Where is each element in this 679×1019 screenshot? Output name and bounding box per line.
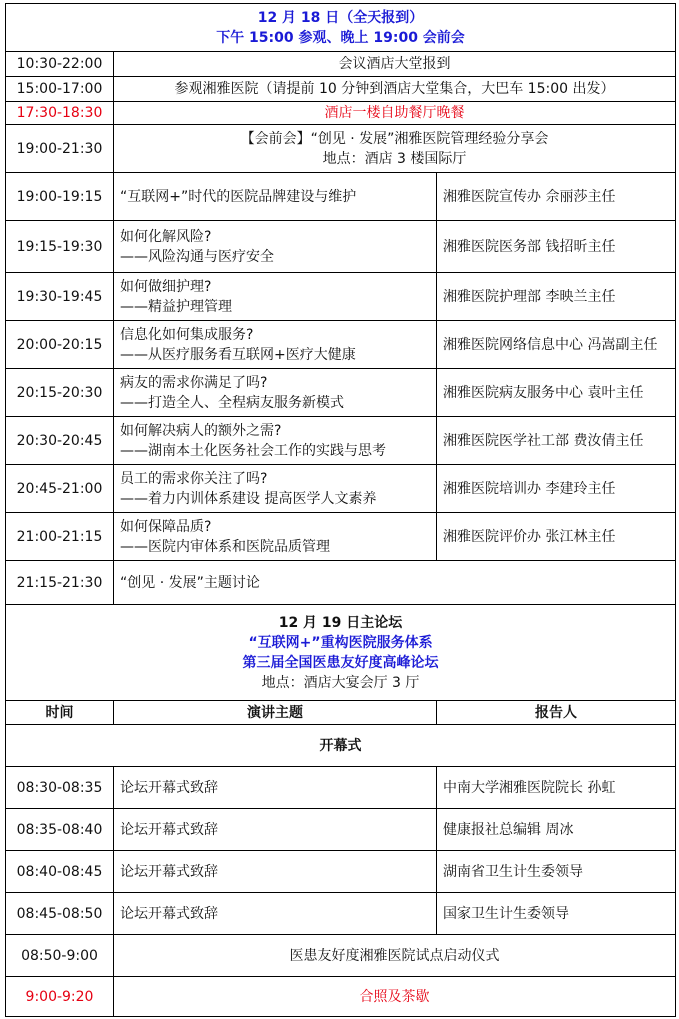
row-content: 会议酒店大堂报到	[114, 52, 676, 77]
launch-content: 医患友好度湘雅医院试点启动仪式	[114, 935, 676, 977]
talk-time: 19:30-19:45	[6, 273, 114, 321]
talk-row	[6, 851, 676, 893]
talk-row	[6, 809, 676, 851]
talk-row	[6, 767, 676, 809]
header-topic: 演讲主题	[114, 701, 437, 725]
day1-sub-line: 下午 15:00 参观、晚上 19:00 会前会	[216, 29, 465, 46]
talk-subtopic: ——着力内训体系建设 提高医学人文素养	[120, 490, 377, 507]
discussion-content: “创见 · 发展”主题讨论	[114, 561, 676, 605]
column-headers	[6, 701, 676, 725]
header-speaker: 报告人	[437, 701, 676, 725]
talk-time: 08:40-08:45	[6, 851, 114, 893]
talk-subtopic: ——湖南本土化医务社会工作的实践与思考	[120, 442, 386, 459]
talk-time: 08:45-08:50	[6, 893, 114, 935]
talk-time: 19:00-19:15	[6, 173, 114, 221]
launch-time: 08:50-9:00	[6, 935, 114, 977]
talk-row	[6, 273, 676, 321]
break-row	[6, 977, 676, 1017]
talk-time: 08:30-08:35	[6, 767, 114, 809]
talk-topic: 员工的需求你关注了吗?	[120, 470, 268, 487]
row-time: 17:30-18:30	[6, 102, 114, 125]
day2-location: 地点：酒店大宴会厅 3 厅	[261, 674, 420, 691]
talk-topic: 论坛开幕式致辞	[114, 893, 437, 935]
talk-topic: 如何解决病人的额外之需?	[120, 422, 282, 439]
talk-speaker: 健康报社总编辑 周冰	[437, 809, 676, 851]
talk-time: 08:35-08:40	[6, 809, 114, 851]
talk-topic: 论坛开幕式致辞	[114, 851, 437, 893]
talk-row	[6, 369, 676, 417]
launch-row	[6, 935, 676, 977]
break-time: 9:00-9:20	[6, 977, 114, 1017]
table-row	[6, 52, 676, 77]
break-content: 合照及茶歇	[114, 977, 676, 1017]
talk-speaker: 湘雅医院病友服务中心 袁叶主任	[437, 369, 676, 417]
talk-topic: 如何保障品质?	[120, 518, 212, 535]
row-content: 参观湘雅医院（请提前 10 分钟到酒店大堂集合，大巴车 15:00 出发）	[114, 77, 676, 102]
schedule-table	[5, 3, 676, 1017]
day2-date-line: 12 月 19 日主论坛	[278, 614, 403, 631]
talk-row	[6, 173, 676, 221]
table-row-dinner	[6, 102, 676, 125]
day2-title2: 第三届全国医患友好度高峰论坛	[242, 654, 439, 671]
talk-speaker: 湘雅医院护理部 李映兰主任	[437, 273, 676, 321]
preconference-title: 【会前会】“创见 · 发展”湘雅医院管理经验分享会	[240, 130, 549, 147]
header-time: 时间	[6, 701, 114, 725]
talk-row	[6, 321, 676, 369]
talk-topic: 如何化解风险?	[120, 228, 212, 245]
talk-row	[6, 465, 676, 513]
talk-speaker: 湘雅医院网络信息中心 冯嵩副主任	[437, 321, 676, 369]
talk-topic: “互联网+”时代的医院品牌建设与维护	[114, 173, 437, 221]
talk-time: 20:00-20:15	[6, 321, 114, 369]
talk-speaker: 湘雅医院评价办 张江林主任	[437, 513, 676, 561]
talk-row	[6, 221, 676, 273]
opening-row	[6, 725, 676, 767]
talk-topic: 病友的需求你满足了吗?	[120, 374, 268, 391]
row-time: 10:30-22:00	[6, 52, 114, 77]
talk-speaker: 国家卫生计生委领导	[437, 893, 676, 935]
discussion-row	[6, 561, 676, 605]
talk-speaker: 湘雅医院医学社工部 费汝倩主任	[437, 417, 676, 465]
talk-time: 20:45-21:00	[6, 465, 114, 513]
talk-speaker: 湘雅医院宣传办 佘丽莎主任	[437, 173, 676, 221]
row-time: 19:00-21:30	[6, 125, 114, 173]
preconference-location: 地点：酒店 3 楼国际厅	[322, 150, 467, 167]
talk-subtopic: ——精益护理管理	[120, 298, 232, 315]
discussion-time: 21:15-21:30	[6, 561, 114, 605]
day2-header	[6, 605, 676, 701]
talk-speaker: 湘雅医院医务部 钱招昕主任	[437, 221, 676, 273]
talk-speaker: 中南大学湘雅医院院长 孙虹	[437, 767, 676, 809]
talk-speaker: 湘雅医院培训办 李建玲主任	[437, 465, 676, 513]
opening-label: 开幕式	[6, 725, 676, 767]
talk-row	[6, 417, 676, 465]
day1-header	[6, 4, 676, 52]
talk-subtopic: ——打造全人、全程病友服务新模式	[120, 394, 344, 411]
day1-date-line: 12 月 18 日（全天报到）	[257, 9, 424, 26]
talk-time: 21:00-21:15	[6, 513, 114, 561]
talk-topic: 信息化如何集成服务?	[120, 326, 254, 343]
talk-row	[6, 513, 676, 561]
talk-topic: 论坛开幕式致辞	[114, 809, 437, 851]
preconference-row	[6, 125, 676, 173]
table-row	[6, 77, 676, 102]
talk-speaker: 湖南省卫生计生委领导	[437, 851, 676, 893]
talk-topic: 如何做细护理?	[120, 278, 212, 295]
talk-subtopic: ——风险沟通与医疗安全	[120, 248, 274, 265]
talk-subtopic: ——从医疗服务看互联网+医疗大健康	[120, 346, 356, 363]
row-content: 酒店一楼自助餐厅晚餐	[114, 102, 676, 125]
talk-time: 19:15-19:30	[6, 221, 114, 273]
day2-title1: “互联网+”重构医院服务体系	[248, 634, 433, 651]
talk-time: 20:15-20:30	[6, 369, 114, 417]
talk-time: 20:30-20:45	[6, 417, 114, 465]
talk-row	[6, 893, 676, 935]
talk-topic: 论坛开幕式致辞	[114, 767, 437, 809]
row-time: 15:00-17:00	[6, 77, 114, 102]
talk-subtopic: ——医院内审体系和医院品质管理	[120, 538, 330, 555]
